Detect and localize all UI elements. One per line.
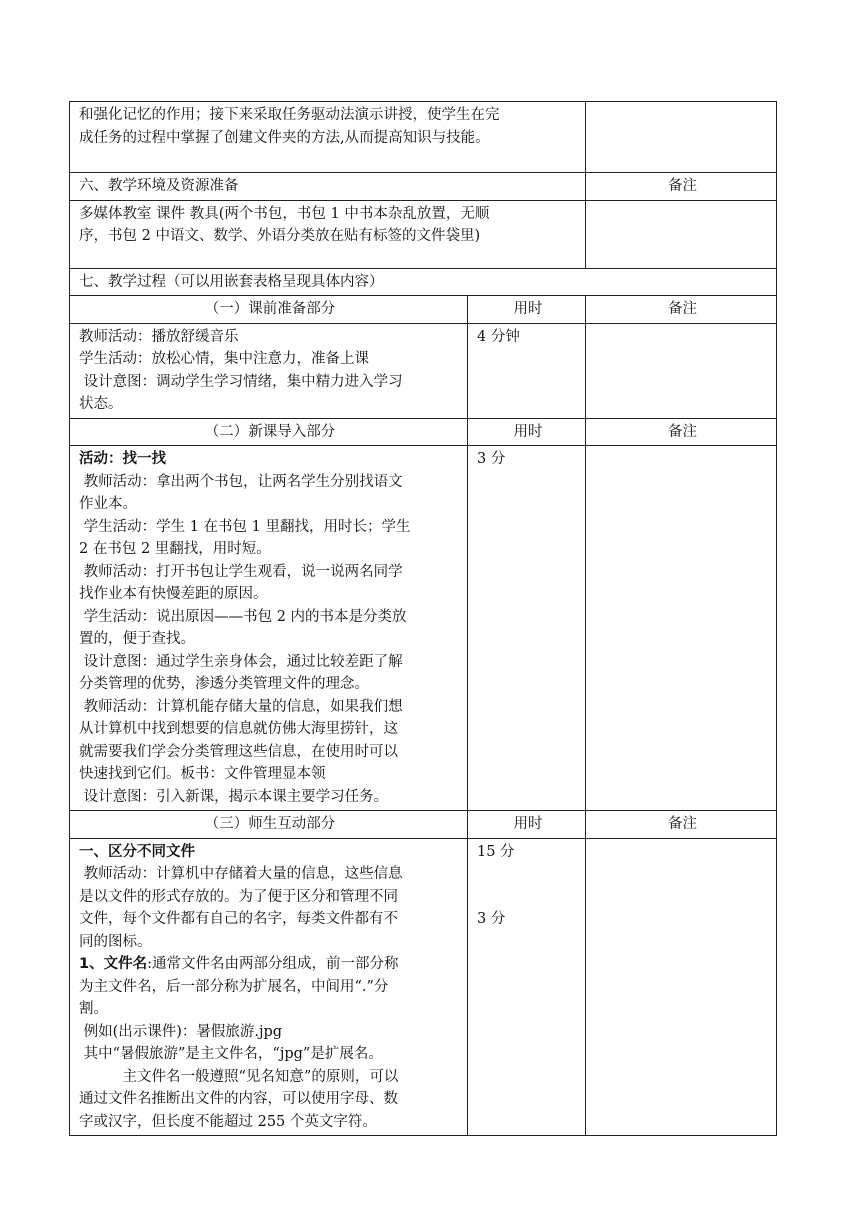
part3-heading: 一、区分不同文件: [79, 843, 195, 860]
intro-line: 和强化记忆的作用；接下来采取任务驱动法演示讲授，使学生在完: [79, 107, 500, 123]
env-notes-label: 备注: [586, 173, 777, 201]
part3-header-row: [70, 811, 777, 839]
part2-notes-label: 备注: [586, 418, 777, 446]
part2-line: 设计意图：引入新课，揭示本课主要学习任务。: [79, 788, 389, 805]
part2-line: 教师活动：拿出两个书包，让两名学生分别找语文: [79, 473, 403, 490]
part3-time-cell: [468, 838, 586, 1136]
part2-line: 分类管理的优势，渗透分类管理文件的理念。: [79, 676, 369, 692]
part1-content-row: [70, 323, 777, 418]
part2-line: 设计意图：通过学生亲身体会，通过比较差距了解: [79, 653, 403, 670]
env-notes-cell: [586, 200, 777, 268]
part2-title: （二）新课导入部分: [70, 418, 468, 446]
part3-title: （三）师生互动部分: [70, 811, 468, 839]
part1-line: 状态。: [79, 396, 123, 412]
part3-line: 文件，每个文件都有自己的名字，每类文件都有不: [79, 911, 398, 927]
part2-line: 2 在书包 2 里翻找，用时短。: [79, 541, 271, 557]
part3-time-spacer: [477, 863, 579, 908]
part3-indented-line: 主文件名一般遵照“见名知意”的原则，可以: [122, 1068, 399, 1085]
process-heading-row: [70, 268, 777, 296]
part3-line: 例如(出示课件)：暑假旅游.jpg: [79, 1023, 283, 1040]
part3-content-row: [70, 838, 777, 1136]
part2-line: 学生活动：学生 1 在书包 1 里翻找，用时长；学生: [79, 518, 411, 535]
part2-line: 学生活动：说出原因——书包 2 内的书本是分类放: [79, 608, 407, 625]
part3-line: 同的图标。: [79, 933, 152, 950]
part1-time-label: 用时: [468, 296, 586, 324]
part2-content-cell: [70, 446, 468, 811]
env-line: 多媒体教室 课件 教具(两个书包，书包 1 中书本杂乱放置，无顺: [79, 205, 490, 222]
part1-header-row: [70, 296, 777, 324]
part2-time-label: 用时: [468, 418, 586, 446]
part3-line: 割。: [79, 1001, 108, 1017]
part3-time-1: 15 分: [477, 843, 515, 860]
part2-content-row: [70, 446, 777, 811]
part3-line: 是以文件的形式存放的。为了便于区分和管理不同: [79, 888, 398, 905]
part1-content-cell: [70, 323, 468, 418]
part3-filename-label: 1、文件名: [79, 956, 148, 972]
intro-line: 成任务的过程中掌握了创建文件夹的方法,从而提高知识与技能。: [79, 129, 490, 146]
part3-filename-text: :通常文件名由两部分组成，前一部分称: [147, 956, 399, 972]
part3-line: 其中“暑假旅游”是主文件名，“jpg”是扩展名。: [79, 1046, 383, 1062]
part3-line: 字或汉字，但长度不能超过 255 个英文字符。: [79, 1113, 377, 1130]
part2-line: 从计算机中找到想要的信息就仿佛大海里捞针，这: [79, 721, 398, 737]
part1-line: 设计意图：调动学生学习情绪，集中精力进入学习: [79, 373, 403, 390]
part2-line: 找作业本有快慢差距的原因。: [79, 586, 268, 602]
part3-notes-cell: [586, 838, 777, 1136]
intro-notes-cell: [586, 102, 777, 173]
part2-time: 3 分: [468, 446, 586, 811]
part3-line: 为主文件名，后一部分称为扩展名，中间用“.”分: [79, 978, 389, 995]
env-line: 序，书包 2 中语文、数学、外语分类放在贴有标签的文件袋里): [79, 228, 481, 244]
env-content-row: [70, 200, 777, 268]
part3-content-cell: [70, 838, 468, 1136]
part1-time: 4 分钟: [468, 323, 586, 418]
part3-filename-line: [79, 953, 461, 976]
part1-title: （一）课前准备部分: [70, 296, 468, 324]
part1-line: 学生活动：放松心情，集中注意力，准备上课: [79, 351, 369, 367]
part3-line: 通过文件名推断出文件的内容，可以使用字母、数: [79, 1091, 398, 1107]
env-header-row: [70, 173, 777, 201]
part3-time-2: 3 分: [477, 911, 506, 927]
intro-cell: [70, 102, 586, 173]
lesson-plan-table: [69, 101, 777, 1136]
part2-notes-cell: [586, 446, 777, 811]
part2-line: 教师活动：计算机能存储大量的信息，如果我们想: [79, 698, 403, 715]
part3-time-label: 用时: [468, 811, 586, 839]
env-heading: 六、教学环境及资源准备: [70, 173, 586, 201]
part1-notes-label: 备注: [586, 296, 777, 324]
part2-activity-title: 活动：找一找: [79, 451, 166, 467]
part2-line: 快速找到它们。板书：文件管理显本领: [79, 766, 326, 782]
part2-line: 置的，便于查找。: [79, 631, 195, 647]
part3-line: 教师活动：计算机中存储着大量的信息，这些信息: [79, 866, 403, 882]
part2-header-row: [70, 418, 777, 446]
part3-notes-label: 备注: [586, 811, 777, 839]
part1-notes-cell: [586, 323, 777, 418]
intro-row: [70, 102, 777, 173]
part2-line: 作业本。: [79, 496, 137, 512]
env-content-cell: [70, 200, 586, 268]
part2-line: 教师活动：打开书包让学生观看，说一说两名同学: [79, 563, 403, 580]
process-heading: 七、教学过程（可以用嵌套表格呈现具体内容）: [70, 268, 777, 296]
part2-line: 就需要我们学会分类管理这些信息，在使用时可以: [79, 743, 398, 760]
part1-line: 教师活动：播放舒缓音乐: [79, 328, 239, 345]
